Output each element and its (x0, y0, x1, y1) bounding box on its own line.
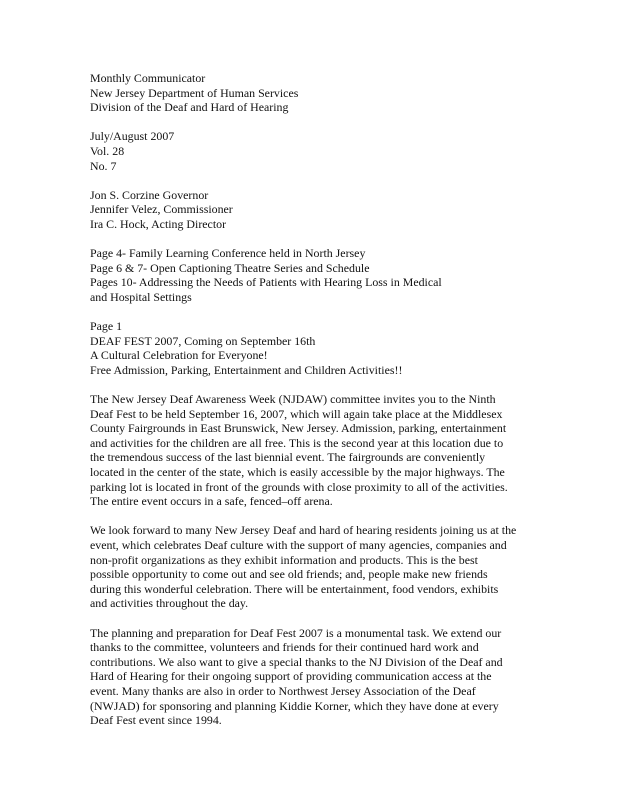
publication-title: Monthly Communicator (90, 71, 206, 85)
contents-item: Page 6 & 7- Open Captioning Theatre Series and Schedule (90, 260, 370, 275)
contents-item-continuation: and Hospital Settings (90, 289, 192, 304)
document-page (90, 71, 532, 728)
division-name: Division of the Deaf and Hard of Hearing (90, 100, 289, 115)
issue-date: July/August 2007 (90, 129, 175, 144)
paragraph-line: non-profit organizations as they exhibit information and products. This is the best (90, 552, 478, 567)
paragraph-line: possible opportunity to come out and see old friends; and, people make new friends (90, 567, 488, 582)
paragraph-line: contributions. We also want to give a special thanks to the NJ Division of the Deaf and (90, 654, 503, 669)
article-paragraph-1 (90, 392, 532, 509)
paragraph-line: The New Jersey Deaf Awareness Week (NJDAW) committee invites you to the Ninth (90, 392, 496, 407)
paragraph-line: We look forward to many New Jersey Deaf and hard of hearing residents joining us at the (90, 523, 517, 538)
article-subhead: Free Admission, Parking, Entertainment and Children Activities!! (90, 362, 403, 377)
paragraph-line: and activities throughout the day. (90, 596, 249, 611)
paragraph-line: The planning and preparation for Deaf Fest 2007 is a monumental task. We extend our (90, 625, 502, 640)
paragraph-line: Deaf Fest to be held September 16, 2007, which will again take place at the Middlesex (90, 406, 503, 421)
paragraph-line: and activities for the children are all free. This is the second year at this location due to (90, 435, 504, 450)
article-page-label: Page 1 (90, 319, 123, 334)
paragraph-line: Deaf Fest event since 1994. (90, 713, 222, 728)
paragraph-line: event. Many thanks are also in order to Northwest Jersey Association of the Deaf (90, 683, 476, 698)
article (90, 319, 532, 728)
contents-item: Pages 10- Addressing the Needs of Patients with Hearing Loss in Medical (90, 275, 442, 290)
issue-info (90, 129, 532, 173)
official-director: Ira C. Hock, Acting Director (90, 216, 227, 231)
masthead (90, 71, 532, 115)
paragraph-line: event, which celebrates Deaf culture with the support of many agencies, companies and (90, 538, 507, 552)
paragraph-line: parking lot is located in front of the grounds with close proximity to all of the activities. (90, 479, 508, 494)
issue-number: No. 7 (90, 158, 117, 173)
officials-list (90, 188, 532, 232)
contents-item: Page 4- Family Learning Conference held in North Jersey (90, 246, 366, 261)
paragraph-line: County Fairgrounds in East Brunswick, New Jersey. Admission, parking, entertainment (90, 421, 507, 436)
official-governor: Jon S. Corzine Governor (90, 187, 209, 202)
contents-list (90, 246, 532, 304)
department-name: New Jersey Department of Human Services (90, 85, 299, 100)
paragraph-line: thanks to the committee, volunteers and friends for their continued hard work and (90, 640, 479, 655)
official-commissioner: Jennifer Velez, Commissioner (90, 202, 233, 217)
paragraph-line: Hard of Hearing for their ongoing support of providing communication access at the (90, 669, 492, 684)
article-paragraph-2 (90, 523, 532, 611)
paragraph-line: located in the center of the state, which is easily accessible by the major highways. The (90, 465, 505, 480)
paragraph-line: the tremendous success of the last biennial event. The fairgrounds are conveniently (90, 450, 486, 465)
issue-volume: Vol. 28 (90, 143, 125, 158)
article-paragraph-3 (90, 626, 532, 728)
paragraph-line: The entire event occurs in a safe, fenced–off arena. (90, 494, 333, 509)
article-headline: DEAF FEST 2007, Coming on September 16th (90, 333, 316, 348)
paragraph-line: during this wonderful celebration. There will be entertainment, food vendors, exhibits (90, 581, 499, 596)
paragraph-line: (NWJAD) for sponsoring and planning Kiddie Korner, which they have done at every (90, 698, 499, 713)
article-subhead: A Cultural Celebration for Everyone! (90, 348, 268, 363)
